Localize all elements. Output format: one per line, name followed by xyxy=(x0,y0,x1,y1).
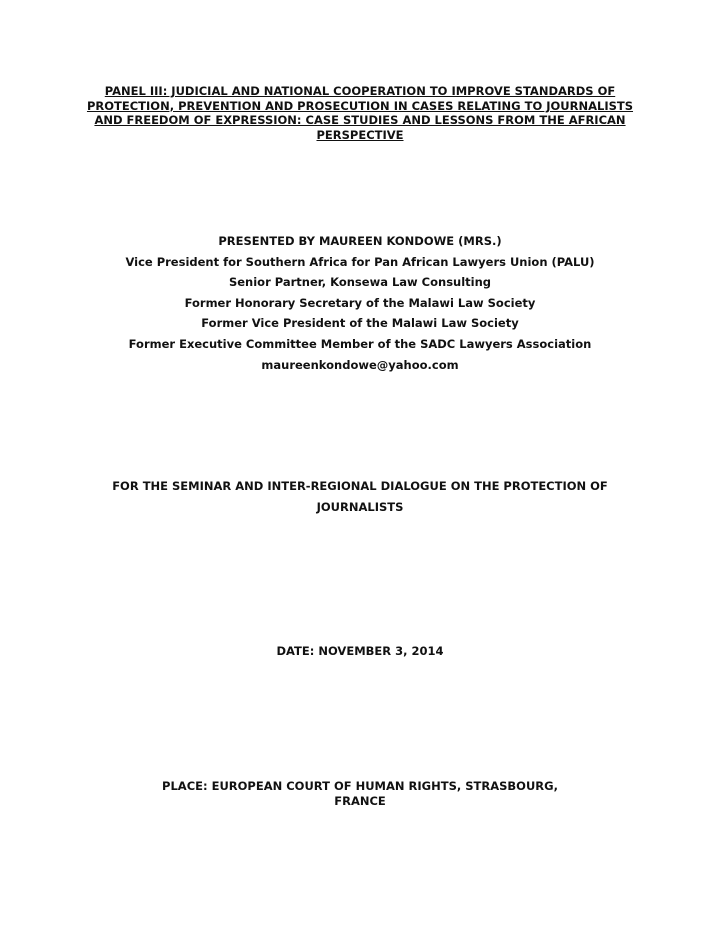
seminar-line: FOR THE SEMINAR AND INTER-REGIONAL DIALOGUE ON THE PROTECTION OF JOURNALISTS xyxy=(112,479,608,514)
presenter-role: Former Vice President of the Malawi Law Society xyxy=(201,316,519,331)
panel-title: PANEL III: JUDICIAL AND NATIONAL COOPERATION TO IMPROVE STANDARDS OF PROTECTION, PREVENTION AND PROSECUTION IN CASES RELATING TO JOURNALISTS AND FREEDOM OF EXPRESSION: CASE STUDIES AND LESSONS FROM THE AFRICAN PERSPECTIVE xyxy=(86,84,634,142)
presenter-role: Vice President for Southern Africa for Pan African Lawyers Union (PALU) xyxy=(125,254,595,269)
presenter-role: Former Executive Committee Member of the SADC Lawyers Association xyxy=(128,336,592,351)
place-line: PLACE: EUROPEAN COURT OF HUMAN RIGHTS, STRASBOURG, FRANCE xyxy=(162,779,558,808)
presenter-email: maureenkondowe@yahoo.com xyxy=(261,357,459,372)
date-line: DATE: NOVEMBER 3, 2014 xyxy=(276,644,444,658)
presenter-heading: PRESENTED BY MAUREEN KONDOWE (MRS.) xyxy=(218,234,502,248)
presenter-role: Former Honorary Secretary of the Malawi Law Society xyxy=(184,295,536,310)
presenter-role: Senior Partner, Konsewa Law Consulting xyxy=(228,275,492,290)
presenter-section xyxy=(0,231,720,375)
